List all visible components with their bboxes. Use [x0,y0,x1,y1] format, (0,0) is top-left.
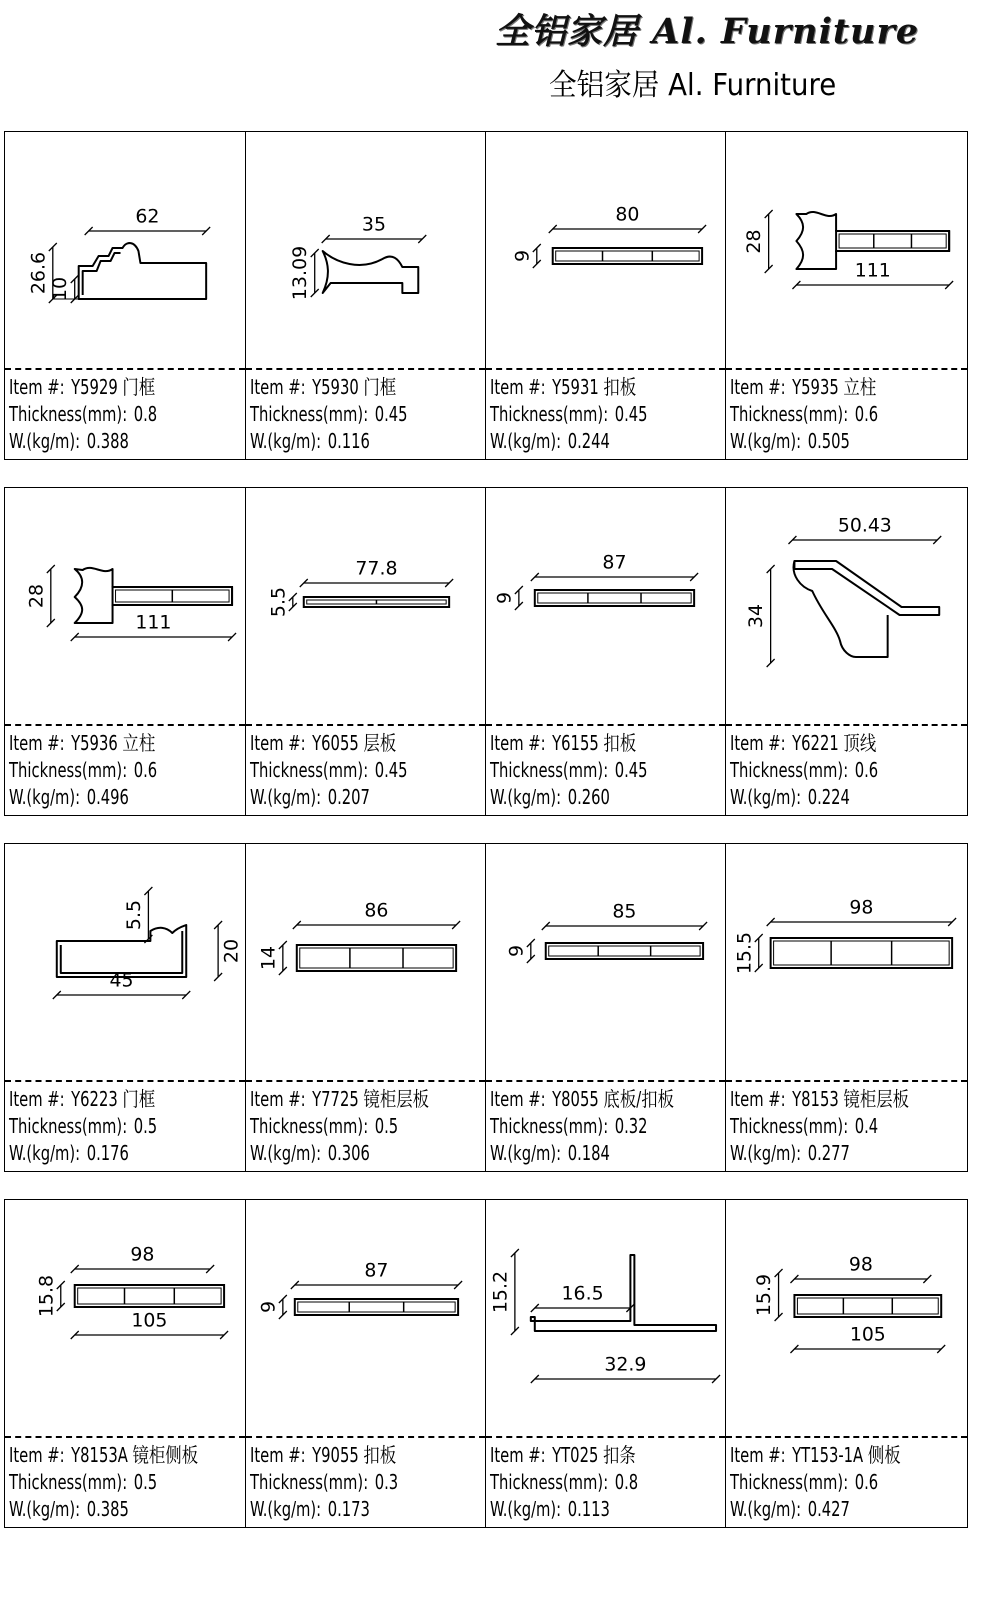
weight-row [490,428,681,455]
item-name: 镜柜侧板 [132,1443,199,1467]
dimension-label: 15.8 [35,1274,58,1318]
item-name: 扣板 [603,731,637,755]
dimension-label: 111 [854,259,891,282]
item-label: Item #: [490,1443,546,1467]
dimension-label: 13.09 [289,245,312,301]
item-name: 底板/扣板 [603,1087,675,1111]
item-label: Item #: [9,731,65,755]
spec-block [490,730,723,811]
item-number-row [730,1442,923,1469]
product-cell [485,487,725,816]
dimension-label: 32.9 [604,1353,647,1376]
thickness-row [9,757,201,784]
dimension-label: 10 [49,276,72,302]
spec-block [490,1442,723,1523]
thickness-label: Thickness(mm): [9,1470,128,1494]
thickness-row [730,401,923,428]
profile-drawing [246,844,485,1080]
item-label: Item #: [490,731,546,755]
item-name: 门框 [122,375,156,399]
dimension-label: 86 [364,899,389,922]
item-code: Y8055 [552,1087,599,1111]
weight-label: W.(kg/m): [730,785,802,809]
weight-value: 0.505 [807,429,850,453]
thickness-row [490,401,681,428]
dimension-label: 15.9 [753,1273,776,1317]
weight-row [730,1496,923,1523]
divider [5,1080,245,1082]
weight-value: 0.385 [86,1497,129,1521]
item-number-row [250,730,441,757]
spec-block [9,1442,243,1523]
dimension-label: 5.5 [267,586,290,618]
dimension-label: 16.5 [561,1282,604,1305]
thickness-label: Thickness(mm): [490,402,609,426]
dimension-label: 34 [745,603,768,629]
weight-label: W.(kg/m): [250,1141,322,1165]
item-label: Item #: [730,1087,786,1111]
thickness-row [9,1469,201,1496]
divider [726,1436,967,1438]
thickness-value: 0.45 [614,758,648,782]
item-number-row [9,1086,201,1113]
divider [246,368,485,370]
weight-row [250,1140,441,1167]
product-cell [4,487,245,816]
spec-block [730,730,965,811]
dimension-label: 105 [131,1309,168,1332]
dimension-label: 87 [364,1259,389,1282]
item-name: 扣板 [363,1443,397,1467]
item-label: Item #: [9,1087,65,1111]
dimension-label: 62 [135,205,160,228]
thickness-row [250,401,441,428]
divider [246,724,485,726]
thickness-label: Thickness(mm): [490,1114,609,1138]
thickness-label: Thickness(mm): [9,758,128,782]
dimension-label: 26.6 [27,251,50,295]
profile-drawing [486,844,725,1080]
product-cell [245,131,485,460]
weight-label: W.(kg/m): [490,429,562,453]
item-code: Y5936 [71,731,118,755]
thickness-value: 0.8 [614,1470,639,1494]
item-name: 门框 [122,1087,156,1111]
item-code: Y6223 [71,1087,118,1111]
dimension-label: 105 [849,1323,886,1346]
dimension-label: 77.8 [355,557,398,580]
weight-label: W.(kg/m): [9,785,81,809]
item-code: Y7725 [312,1087,359,1111]
item-name: 立柱 [122,731,156,755]
product-cell [4,843,245,1172]
thickness-row [730,1469,923,1496]
item-label: Item #: [730,731,786,755]
thickness-label: Thickness(mm): [730,758,849,782]
profile-drawing [486,1200,725,1436]
spec-block [9,730,243,811]
weight-label: W.(kg/m): [730,1141,802,1165]
item-label: Item #: [9,375,65,399]
item-label: Item #: [9,1443,65,1467]
profile-drawing [726,132,967,368]
divider [5,368,245,370]
weight-row [730,428,923,455]
item-number-row [730,1086,923,1113]
spec-block [250,730,483,811]
weight-row [490,1496,681,1523]
dimension-label: 45 [109,969,134,992]
profile-drawing [726,844,967,1080]
product-cell [485,1199,725,1528]
weight-value: 0.176 [86,1141,129,1165]
thickness-row [9,401,201,428]
thickness-label: Thickness(mm): [490,758,609,782]
spec-block [490,374,723,455]
thickness-row [730,757,923,784]
profile-drawing [246,1200,485,1436]
dimension-label: 98 [130,1243,155,1266]
item-number-row [250,1086,441,1113]
item-name: 镜柜层板 [843,1087,910,1111]
product-cell [485,843,725,1172]
weight-label: W.(kg/m): [730,429,802,453]
weight-label: W.(kg/m): [9,1141,81,1165]
thickness-value: 0.5 [133,1114,158,1138]
thickness-value: 0.45 [374,402,408,426]
product-cell [245,487,485,816]
weight-row [250,428,441,455]
spec-block [730,1086,965,1167]
thickness-value: 0.8 [133,402,158,426]
dimension-label: 85 [612,900,637,923]
weight-value: 0.224 [807,785,850,809]
thickness-row [730,1113,923,1140]
spec-block [730,374,965,455]
divider [486,724,725,726]
thickness-label: Thickness(mm): [9,1114,128,1138]
item-label: Item #: [490,375,546,399]
item-code: Y9055 [312,1443,359,1467]
divider [726,724,967,726]
thickness-value: 0.5 [133,1470,158,1494]
weight-value: 0.207 [327,785,370,809]
weight-label: W.(kg/m): [250,1497,322,1521]
item-number-row [730,374,923,401]
item-code: Y5930 [312,375,359,399]
thickness-label: Thickness(mm): [250,402,369,426]
profile-drawing [5,488,245,724]
item-name: 立柱 [843,375,877,399]
thickness-label: Thickness(mm): [9,402,128,426]
product-cell [725,131,968,460]
dimension-label: 35 [361,213,387,236]
thickness-label: Thickness(mm): [250,758,369,782]
item-number-row [490,1086,681,1113]
divider [5,724,245,726]
divider [726,368,967,370]
item-name: 侧板 [867,1443,901,1467]
item-name: 顶线 [843,731,877,755]
dimension-label: 9 [511,249,534,263]
spec-block [250,1086,483,1167]
item-code: Y5929 [71,375,118,399]
thickness-value: 0.5 [374,1114,399,1138]
dimension-label: 28 [25,583,48,609]
weight-label: W.(kg/m): [250,785,322,809]
thickness-row [9,1113,201,1140]
weight-label: W.(kg/m): [490,785,562,809]
spec-block [490,1086,723,1167]
thickness-row [490,1113,681,1140]
item-name: 门框 [363,375,397,399]
weight-value: 0.277 [807,1141,850,1165]
dimension-label: 28 [743,229,766,254]
weight-label: W.(kg/m): [490,1497,562,1521]
weight-value: 0.496 [86,785,129,809]
dimension-label: 98 [848,1253,873,1276]
thickness-value: 0.3 [374,1470,399,1494]
item-label: Item #: [730,1443,786,1467]
weight-row [9,1140,201,1167]
divider [246,1080,485,1082]
item-code: YT153-1A [792,1443,864,1467]
item-number-row [730,730,923,757]
profile-drawing [5,132,245,368]
dimension-label: 9 [257,1300,280,1314]
weight-value: 0.260 [567,785,610,809]
thickness-label: Thickness(mm): [730,1114,849,1138]
item-name: 扣板 [603,375,637,399]
thickness-value: 0.6 [854,1470,879,1494]
profile-drawing [486,132,725,368]
item-number-row [9,730,201,757]
weight-value: 0.116 [327,429,370,453]
weight-value: 0.113 [567,1497,610,1521]
thickness-label: Thickness(mm): [730,1470,849,1494]
weight-value: 0.388 [86,429,129,453]
weight-row [250,1496,441,1523]
profile-drawing [486,488,725,724]
item-label: Item #: [250,1443,306,1467]
product-cell [725,1199,968,1528]
weight-label: W.(kg/m): [730,1497,802,1521]
dimension-label: 5.5 [122,899,145,931]
dimension-label: 80 [615,203,640,226]
thickness-value: 0.45 [614,402,648,426]
thickness-row [250,757,441,784]
spec-block [730,1442,965,1523]
item-label: Item #: [490,1087,546,1111]
spec-block [9,374,243,455]
profile-drawing [726,488,967,724]
item-name: 层板 [363,731,397,755]
weight-row [9,784,201,811]
weight-value: 0.427 [807,1497,850,1521]
item-number-row [490,374,681,401]
dimension-label: 14 [257,945,280,971]
thickness-value: 0.6 [133,758,158,782]
item-number-row [250,374,441,401]
thickness-value: 0.6 [854,402,879,426]
item-code: Y8153A [71,1443,128,1467]
product-cell [245,843,485,1172]
brand-subtitle: 全铝家居 Al. Furniture [549,68,837,103]
weight-row [490,784,681,811]
profile-drawing [246,488,485,724]
product-cell [725,487,968,816]
product-cell [485,131,725,460]
item-code: Y6221 [792,731,839,755]
divider [486,368,725,370]
item-name: 镜柜层板 [363,1087,430,1111]
thickness-row [490,1469,681,1496]
weight-value: 0.244 [567,429,610,453]
divider [5,1436,245,1438]
dimension-label: 50.43 [837,514,892,537]
weight-label: W.(kg/m): [250,429,322,453]
divider [726,1080,967,1082]
weight-row [9,428,201,455]
item-number-row [490,1442,681,1469]
weight-value: 0.306 [327,1141,370,1165]
product-cell [245,1199,485,1528]
dimension-label: 111 [135,611,172,634]
weight-row [9,1496,201,1523]
weight-row [250,784,441,811]
item-name: 扣条 [603,1443,636,1467]
thickness-row [250,1469,441,1496]
product-cell [4,1199,245,1528]
dimension-label: 9 [493,591,516,605]
thickness-label: Thickness(mm): [250,1470,369,1494]
item-code: Y8153 [792,1087,839,1111]
thickness-value: 0.32 [614,1114,648,1138]
item-code: Y5931 [552,375,599,399]
product-cell [4,131,245,460]
divider [486,1080,725,1082]
dimension-label: 98 [849,896,874,919]
item-number-row [250,1442,441,1469]
item-code: Y6055 [312,731,359,755]
thickness-row [490,757,681,784]
weight-value: 0.184 [567,1141,610,1165]
thickness-label: Thickness(mm): [490,1470,609,1494]
brand-logo: 全铝家居 Al. Furniture [495,11,920,52]
dimension-label: 87 [602,551,627,574]
item-number-row [9,374,201,401]
profile-drawing [5,1200,245,1436]
thickness-value: 0.4 [854,1114,879,1138]
divider [486,1436,725,1438]
weight-value: 0.173 [327,1497,370,1521]
profile-drawing [5,844,245,1080]
product-cell [725,843,968,1172]
dimension-label: 20 [220,938,243,964]
item-code: Y6155 [552,731,599,755]
dimension-label: 15.2 [489,1270,512,1314]
dimension-label: 15.5 [733,931,756,975]
divider [246,1436,485,1438]
item-label: Item #: [730,375,786,399]
item-label: Item #: [250,375,306,399]
weight-row [730,784,923,811]
profile-drawing [246,132,485,368]
item-label: Item #: [250,731,306,755]
thickness-label: Thickness(mm): [730,402,849,426]
item-number-row [490,730,681,757]
weight-label: W.(kg/m): [9,429,81,453]
thickness-label: Thickness(mm): [250,1114,369,1138]
dimension-label: 9 [505,944,528,958]
thickness-value: 0.6 [854,758,879,782]
item-code: Y5935 [792,375,839,399]
spec-block [250,374,483,455]
weight-label: W.(kg/m): [9,1497,81,1521]
weight-row [730,1140,923,1167]
item-number-row [9,1442,201,1469]
weight-row [490,1140,681,1167]
weight-label: W.(kg/m): [490,1141,562,1165]
spec-block [250,1442,483,1523]
thickness-row [250,1113,441,1140]
profile-drawing [726,1200,967,1436]
thickness-value: 0.45 [374,758,408,782]
item-label: Item #: [250,1087,306,1111]
item-code: YT025 [552,1443,599,1467]
spec-block [9,1086,243,1167]
